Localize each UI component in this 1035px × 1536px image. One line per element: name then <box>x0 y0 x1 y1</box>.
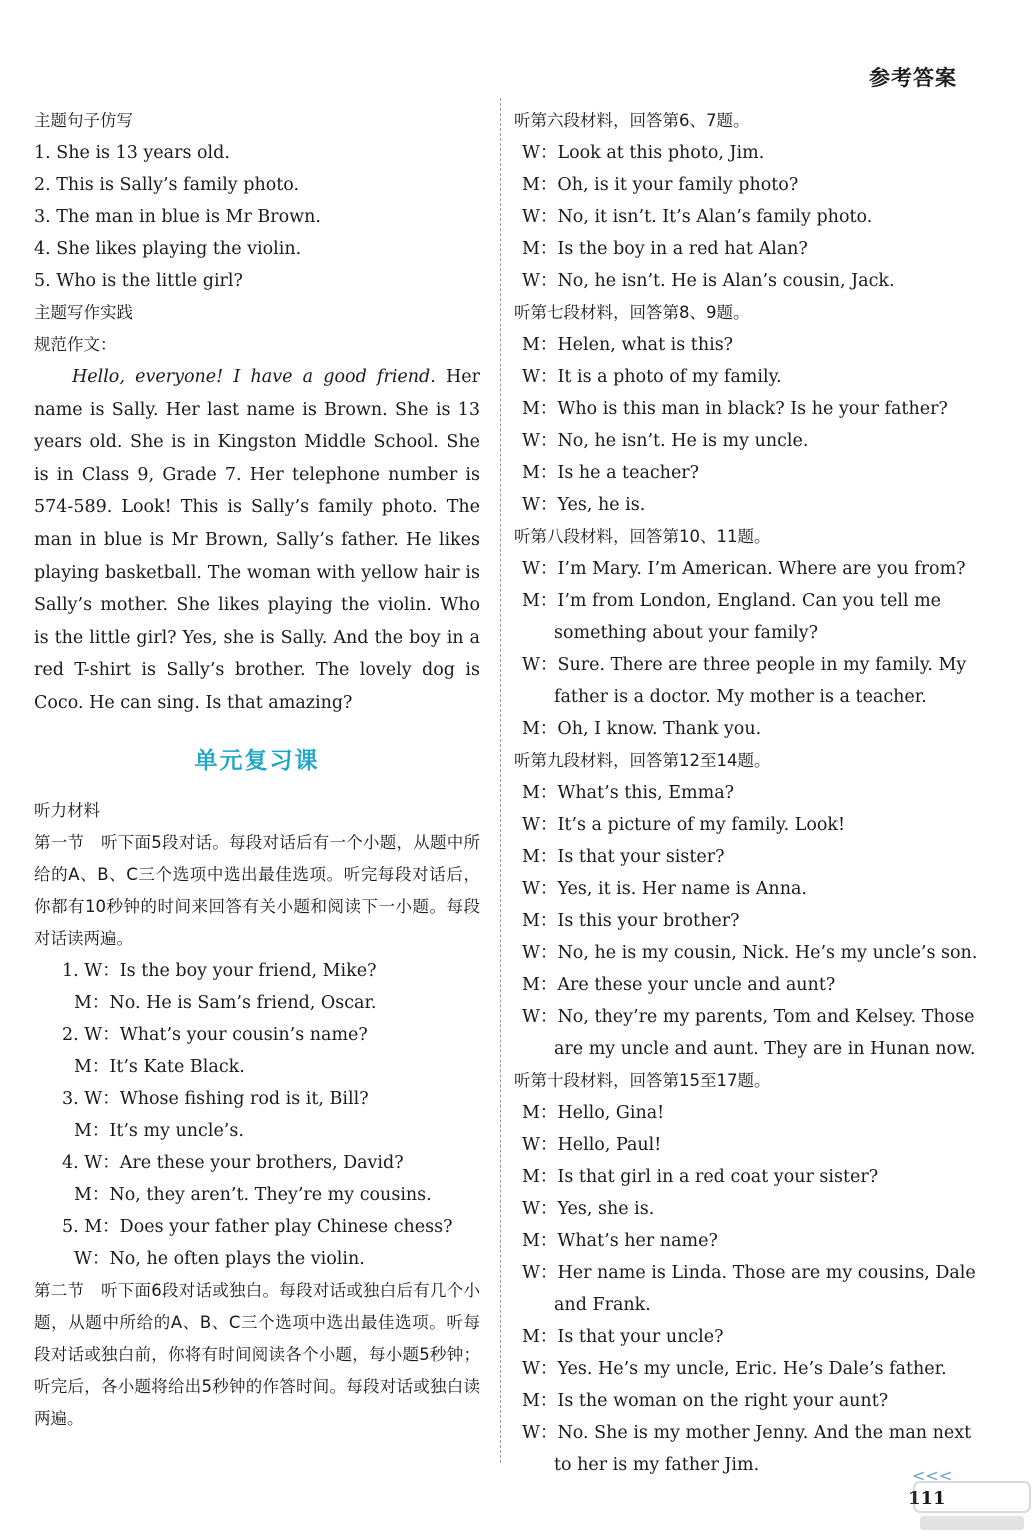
dialogue-line: W：No, it isn’t. It’s Alan’s family photo. <box>522 207 873 227</box>
page-header-title: 参考答案 <box>869 66 957 90</box>
dialogue-question: 2. W：What’s your cousin’s name? <box>62 1024 368 1045</box>
column-divider <box>500 98 501 1463</box>
part2-instructions: 第二节 听下面6段对话或独白。每段对话或独白后有几个小题，从题中所给的A、B、C三个选项中选出最佳选项。听每段对话或独白前，你将有时间阅读各个小题，每小题5秒钟；听完后，各小题将给出5秒钟的作答时间。每段对话或独白读两遍。 <box>34 1280 480 1428</box>
dialogue-line: M：Oh, is it your family photo? <box>522 175 799 195</box>
dialogue-line: W：No, he isn’t. He is my uncle. <box>522 431 809 451</box>
dialogue-line: W：Yes, she is. <box>522 1199 655 1219</box>
dialogue-line: W：I’m Mary. I’m American. Where are you from? <box>522 559 966 579</box>
page-number: 111 <box>908 1488 946 1509</box>
dialogue-answer: W：No, he often plays the violin. <box>74 1248 365 1269</box>
dialogue-line: W：Yes. He’s my uncle, Eric. He’s Dale’s father. <box>522 1359 947 1379</box>
dialogue-line: W：Her name is Linda. Those are my cousins, Dale <box>522 1263 976 1283</box>
model-essay-label: 规范作文： <box>34 335 117 354</box>
section-material-heading: 听第八段材料，回答第10、11题。 <box>514 527 771 546</box>
section-material-heading: 听第十段材料，回答第15至17题。 <box>514 1071 771 1090</box>
dialogue-line: W：No, he isn’t. He is Alan’s cousin, Jack. <box>522 271 895 291</box>
dialogue-line: M：Helen, what is this? <box>522 335 734 355</box>
theme-sentence: 1. She is 13 years old. <box>34 143 230 163</box>
dialogue-line: W：No, they’re my parents, Tom and Kelsey. Those <box>522 1007 975 1027</box>
section-material-heading: 听第七段材料，回答第8、9题。 <box>514 303 750 322</box>
section-material-heading: 听第六段材料，回答第6、7题。 <box>514 111 750 130</box>
watermark-logo <box>912 1478 1032 1534</box>
dialogue-question: 5. M：Does your father play Chinese chess? <box>62 1216 453 1237</box>
dialogue-line: M：Is that girl in a red coat your sister? <box>522 1167 879 1187</box>
essay-body: Her name is Sally. Her last name is Brown. She is 13 years old. She is in Kingston Middle School. She is in Class 9, Grade 7. Her telephone number is 574-589. Look! This is Sally’s family photo. The man in blue is Mr Brown, Sally’s father. He likes playing basketball. The woman with yellow hair is Sally’s mother. She likes playing the violin. Who is the little girl? Yes, she is Sally. And the boy in a red T-shirt is Sally’s brother. The lovely dog is Coco. He can sing. Is that amazing? <box>34 367 481 713</box>
dialogue-line: M：Is that your sister? <box>522 847 725 867</box>
dialogue-line: M：Is the boy in a red hat Alan? <box>522 239 808 259</box>
dialogue-line: W：Yes, he is. <box>522 495 646 515</box>
dialogue-question: 1. W：Is the boy your friend, Mike? <box>62 960 377 981</box>
dialogue-answer: M：It’s my uncle’s. <box>74 1120 244 1141</box>
theme-sentence: 4. She likes playing the violin. <box>34 239 302 259</box>
dialogue-line: M：What’s her name? <box>522 1231 718 1251</box>
dialogue-line: W：It’s a picture of my family. Look! <box>522 815 846 835</box>
dialogue-line-continuation: something about your family? <box>554 623 819 643</box>
dialogue-line: M：Hello, Gina! <box>522 1103 665 1123</box>
dialogue-line: M：Is the woman on the right your aunt? <box>522 1391 889 1411</box>
model-essay <box>34 361 480 720</box>
listening-label: 听力材料 <box>34 800 100 820</box>
theme-sentence: 2. This is Sally’s family photo. <box>34 175 300 195</box>
dialogue-line-continuation: are my uncle and aunt. They are in Hunan now. <box>554 1039 976 1059</box>
dialogue-answer: M：No, they aren’t. They’re my cousins. <box>74 1184 432 1205</box>
left-column <box>34 105 480 1435</box>
dialogue-line: M：Is he a teacher? <box>522 463 700 483</box>
dialogue-line: M：I’m from London, England. Can you tell me <box>522 591 942 611</box>
dialogue-line: M：Are these your uncle and aunt? <box>522 975 836 995</box>
unit-review-heading: 单元复习课 <box>194 747 320 774</box>
dialogue-answer: M：It’s Kate Black. <box>74 1056 245 1077</box>
dialogue-line-continuation: to her is my father Jim. <box>554 1455 760 1475</box>
right-column <box>514 105 978 1481</box>
dialogue-line: W：It is a photo of my family. <box>522 367 782 387</box>
dialogue-line: W：Sure. There are three people in my family. My <box>522 655 967 675</box>
dialogue-line: W：No, he is my cousin, Nick. He’s my uncle’s son. <box>522 943 978 963</box>
dialogue-line-continuation: and Frank. <box>554 1295 651 1315</box>
dialogue-line: M：Is that your uncle? <box>522 1327 724 1347</box>
theme-sentence: 3. The man in blue is Mr Brown. <box>34 207 321 227</box>
dialogue-line: M：What’s this, Emma? <box>522 783 735 803</box>
dialogue-line: W：Yes, it is. Her name is Anna. <box>522 879 807 899</box>
dialogue-line: W：No. She is my mother Jenny. And the man next <box>522 1423 972 1443</box>
dialogue-line: W：Hello, Paul! <box>522 1135 662 1155</box>
dialogue-answer: M：No. He is Sam’s friend, Oscar. <box>74 992 377 1013</box>
writing-heading: 主题写作实践 <box>34 303 133 322</box>
dialogue-line: M：Who is this man in black? Is he your father? <box>522 399 948 419</box>
dialogue-line-continuation: father is a doctor. My mother is a teacher. <box>554 687 927 707</box>
page-arrows-icon: <<< <box>912 1466 953 1485</box>
dialogue-line: M：Oh, I know. Thank you. <box>522 719 762 739</box>
dialogue-question: 3. W：Whose fishing rod is it, Bill? <box>62 1088 369 1109</box>
theme-sentence: 5. Who is the little girl? <box>34 271 243 291</box>
dialogue-line: W：Look at this photo, Jim. <box>522 143 765 163</box>
theme-sentence-heading: 主题句子仿写 <box>34 111 133 130</box>
dialogue-line: M：Is this your brother? <box>522 911 740 931</box>
dialogue-question: 4. W：Are these your brothers, David? <box>62 1152 404 1173</box>
part1-instructions: 第一节 听下面5段对话。每段对话后有一个小题，从题中所给的A、B、C三个选项中选出最佳选项。听完每段对话后，你都有10秒钟的时间来回答有关小题和阅读下一小题。每段对话读两遍。 <box>34 832 480 948</box>
section-material-heading: 听第九段材料，回答第12至14题。 <box>514 751 771 770</box>
essay-opening: Hello, everyone! I have a good friend. <box>72 367 436 387</box>
